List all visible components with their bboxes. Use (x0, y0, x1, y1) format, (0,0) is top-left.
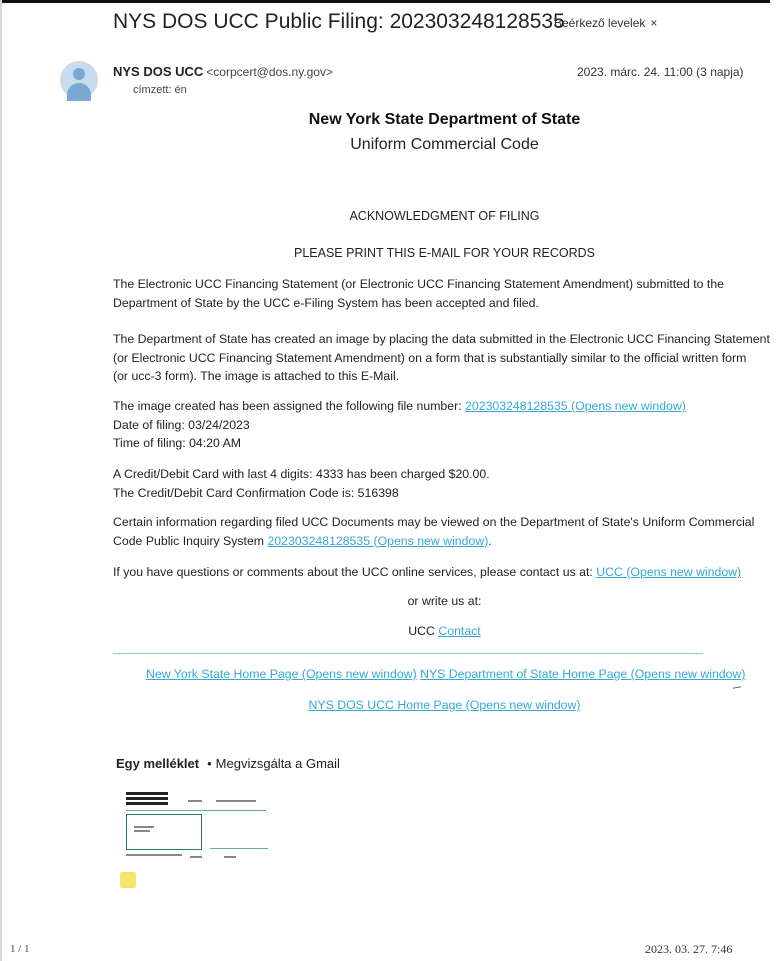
paragraph-line: Certain information regarding filed UCC Documents may be viewed on the Department of State's Uniform Commercial (113, 515, 755, 529)
ucc-home-link[interactable]: NYS DOS UCC Home Page (Opens new window) (308, 698, 581, 712)
ack-heading: ACKNOWLEDGMENT OF FILING (349, 209, 540, 223)
sender-name: NYS DOS UCC (113, 64, 204, 79)
file-number-link[interactable]: 202303248128535 (Opens new window) (465, 399, 686, 413)
thumb-bar (126, 797, 168, 800)
thumb-bar (126, 802, 168, 805)
paragraph-line: (or Electronic UCC Financing Statement Amendment) on a form that is substantially similar to the official written form (113, 350, 747, 365)
inquiry-system-link[interactable]: 202303248128535 (Opens new window) (267, 533, 489, 548)
org-title: New York State Department of State (308, 111, 581, 128)
thumb-line (210, 848, 268, 849)
thumb-text (126, 854, 182, 856)
org-subtitle: Uniform Commercial Code (350, 136, 539, 153)
ucc-contact-line (113, 624, 776, 638)
thumb-text (134, 826, 154, 828)
write-us-text: or write us at: (407, 594, 482, 608)
inquiry-period: . (488, 533, 492, 548)
page-left-border (0, 0, 2, 961)
email-timestamp: 2023. márc. 24. 11:00 (3 napja) (577, 65, 744, 79)
ny-home-link[interactable]: New York State Home Page (Opens new window) (146, 667, 417, 681)
paragraph-line (113, 532, 703, 551)
card-charged: A Credit/Debit Card with last 4 digits: 4333 has been charged $20.00. (113, 467, 490, 481)
contact-link[interactable]: Contact (438, 624, 481, 638)
footer-ucc-row (113, 698, 776, 712)
sender-email: <corpcert@dos.ny.gov> (206, 65, 333, 79)
paragraph-line: Department of State by the UCC e-Filing System has been accepted and filed. (113, 295, 539, 310)
public-inquiry-paragraph (113, 513, 755, 550)
print-notice: PLEASE PRINT THIS E-MAIL FOR YOUR RECORDS (294, 246, 595, 260)
close-icon[interactable]: × (650, 16, 658, 30)
recipient-line[interactable]: címzett: én (133, 84, 187, 96)
thumb-line (126, 810, 266, 811)
card-confirmation: The Credit/Debit Card Confirmation Code is: 516398 (113, 485, 399, 500)
filing-details (113, 397, 703, 453)
scan-mark (733, 686, 741, 688)
ucc-label: UCC (408, 624, 435, 638)
ucc-contact-link[interactable]: UCC (Opens new window) (596, 565, 742, 579)
acceptance-paragraph (113, 275, 725, 312)
questions-text: If you have questions or comments about the UCC online services, please contact us at: (113, 565, 593, 579)
inbox-label-chip[interactable] (554, 16, 657, 30)
attachment-header (116, 756, 340, 771)
thumb-bar (126, 792, 168, 795)
file-number-text: The image created has been assigned the following file number: (113, 399, 462, 413)
footer-links-row (146, 667, 746, 681)
paragraph-line: The Electronic UCC Financing Statement (or Electronic UCC Financing Statement Amendment) submitted to the (113, 277, 725, 291)
page-top-border (0, 0, 770, 3)
sender-line (113, 64, 333, 79)
thumb-text (188, 800, 202, 802)
thumb-text (224, 856, 236, 858)
avatar-body-shape (67, 83, 91, 101)
attachment-count: Egy melléklet (116, 756, 200, 771)
avatar-head-shape (73, 68, 85, 80)
thumb-text (216, 800, 256, 802)
dos-home-link[interactable]: NYS Department of State Home Page (Opens new window) (420, 667, 746, 681)
paragraph-line: (or ucc-3 form). The image is attached to this E-Mail. (113, 369, 400, 383)
thumb-text (190, 856, 202, 858)
thumb-box (126, 814, 202, 850)
inbox-label-text: Beérkező levelek (554, 16, 646, 30)
inquiry-system-text: Code Public Inquiry System (113, 533, 265, 548)
thumb-text (134, 830, 150, 832)
separator-dot: • (207, 756, 212, 771)
email-subject: NYS DOS UCC Public Filing: 202303248128535 (113, 10, 565, 33)
scan-status: Megvizsgálta a Gmail (215, 756, 340, 771)
print-date: 2023. 03. 27. 7:46 (645, 942, 733, 956)
avatar[interactable] (60, 61, 98, 99)
file-number-line (113, 397, 703, 416)
footer-divider (113, 653, 703, 654)
attachment-thumbnail[interactable] (124, 790, 274, 860)
paragraph-line (113, 563, 742, 582)
paragraph-line: The Department of State has created an image by placing the data submitted in the Electronic UCC Financing Statement (113, 332, 770, 346)
payment-details (113, 465, 703, 502)
date-of-filing: Date of filing: 03/24/2023 (113, 417, 250, 432)
time-of-filing: Time of filing: 04:20 AM (113, 436, 242, 450)
print-page-number: 1 / 1 (10, 943, 30, 955)
questions-paragraph (113, 563, 742, 582)
pdf-icon[interactable] (120, 872, 136, 888)
image-paragraph (113, 330, 770, 386)
